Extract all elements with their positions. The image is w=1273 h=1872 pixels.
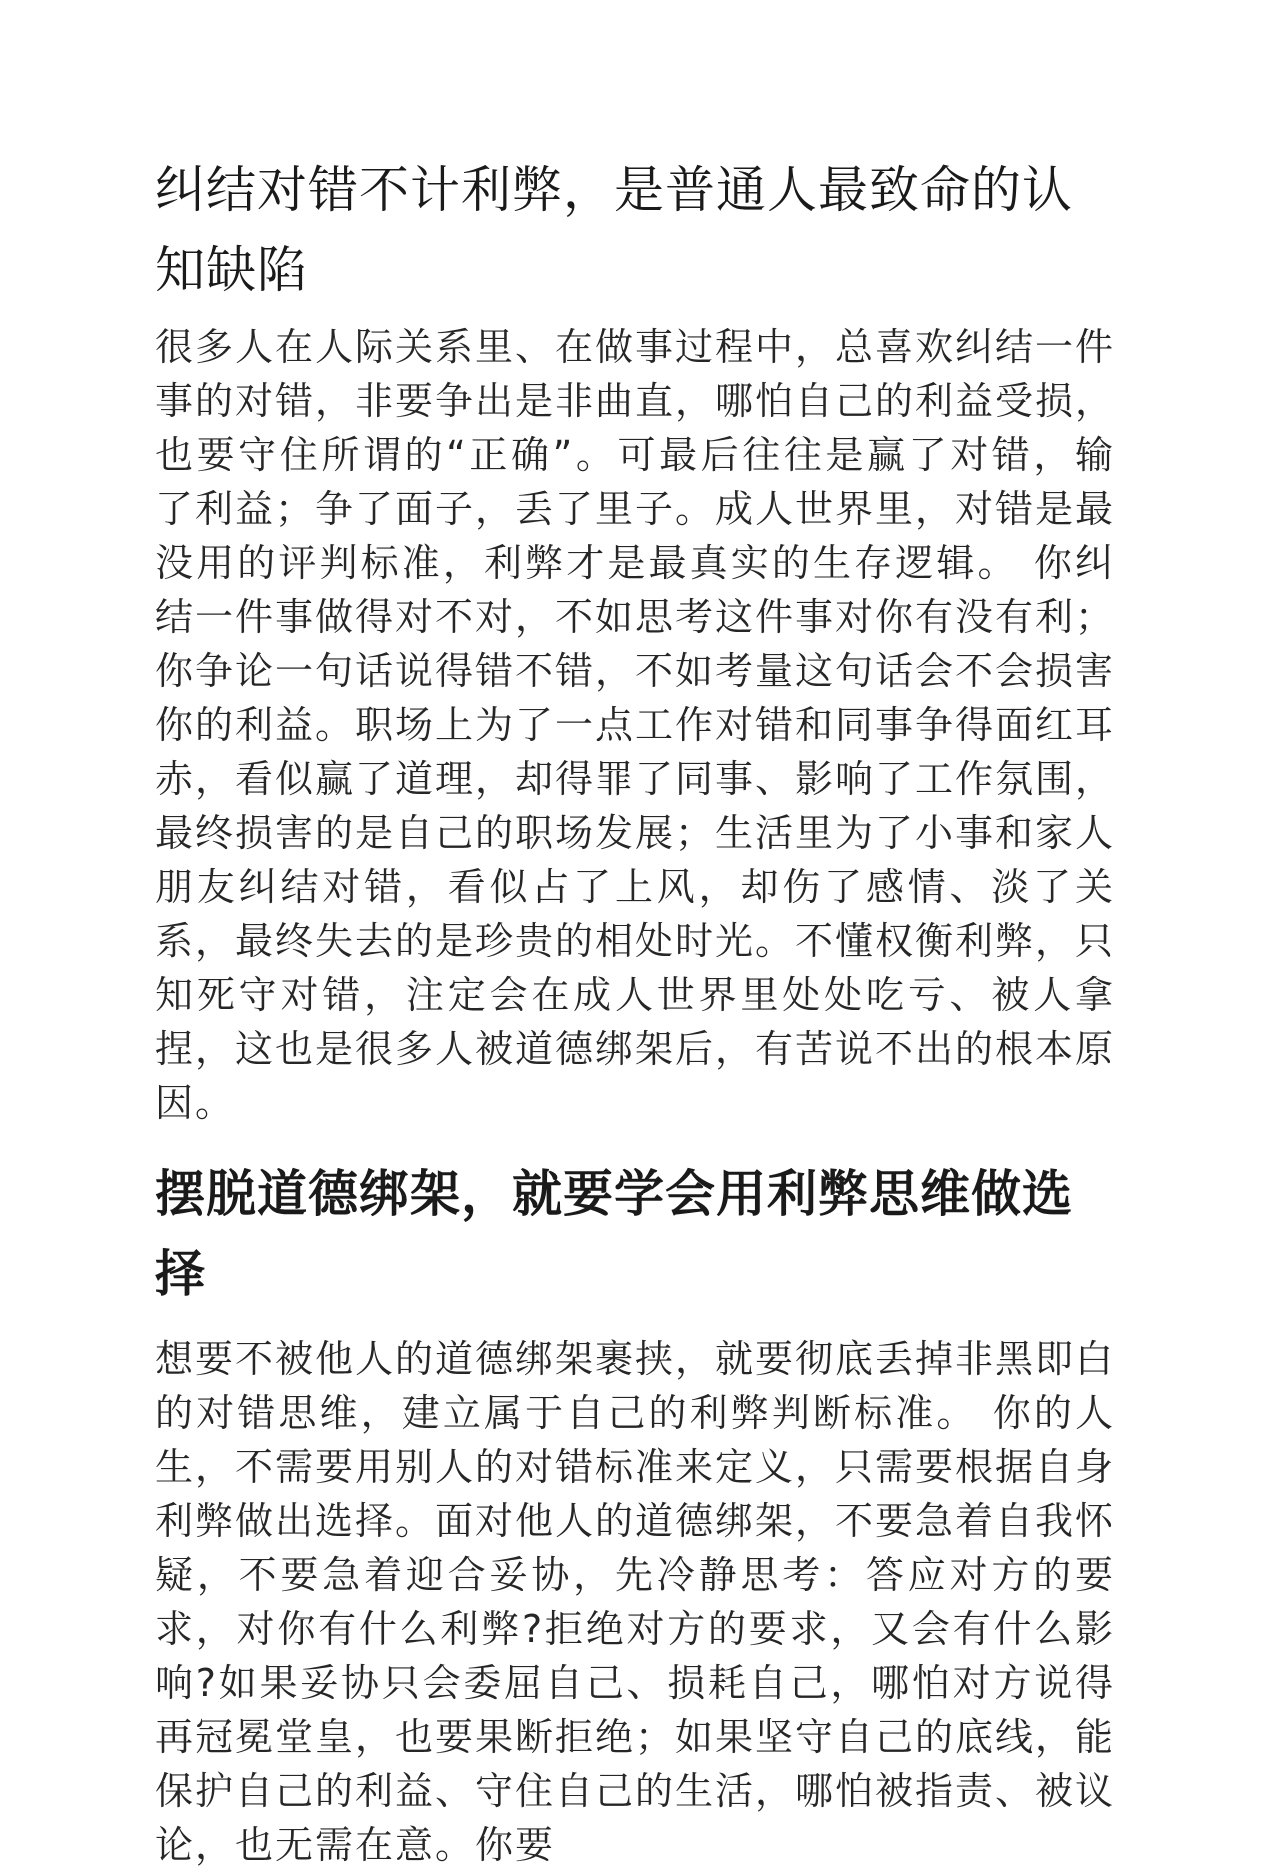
section-paragraph: 很多人在人际关系里、在做事过程中，总喜欢纠结一件事的对错，非要争出是非曲直，哪怕自己的利益受损，也要守住所谓的“正确”。可最后往往是赢了对错，输了利益；争了面子，丢了里子。成人世界里，对错是最没用的评判标准，利弊才是最真实的生存逻辑。 你纠结一件事做得对不对，不如思考这件事对你有没有利；你争论一句话说得错不错，不如考量这句话会不会损害你的利益。职场上为了一点工作对错和同事争得面红耳赤，看似赢了道理，却得罪了同事、影响了工作氛围，最终损害的是自己的职场发展；生活里为了小事和家人朋友纠结对错，看似占了上风，却伤了感情、淡了关系，最终失去的是珍贵的相处时光。不懂权衡利弊，只知死守对错，注定会在成人世界里处处吃亏、被人拿捏，这也是很多人被道德绑架后，有苦说不出的根本原因。 — [155, 325, 1116, 1125]
section-paragraph: 想要不被他人的道德绑架裹挟，就要彻底丢掉非黑即白的对错思维，建立属于自己的利弊判断标准。 你的人生，不需要用别人的对错标准来定义，只需要根据自身利弊做出选择。面对他人的道德绑架，不要急着自我怀疑，不要急着迎合妥协，先冷静思考：答应对方的要求，对你有什么利弊?拒绝对方的要求，又会有什么影响?如果妥协只会委屈自己、损耗自己，哪怕对方说得再冠冕堂皇，也要果断拒绝；如果坚守自己的底线，能保护自己的利益、守住自己的生活，哪怕被指责、被议论，也无需在意。你要 — [155, 1337, 1116, 1867]
section-heading: 摆脱道德绑架，就要学会用利弊思维做选择 — [155, 1165, 1073, 1303]
section-heading: 纠结对错不计利弊，是普通人最致命的认知缺陷 — [155, 161, 1073, 299]
article — [155, 150, 1115, 1872]
